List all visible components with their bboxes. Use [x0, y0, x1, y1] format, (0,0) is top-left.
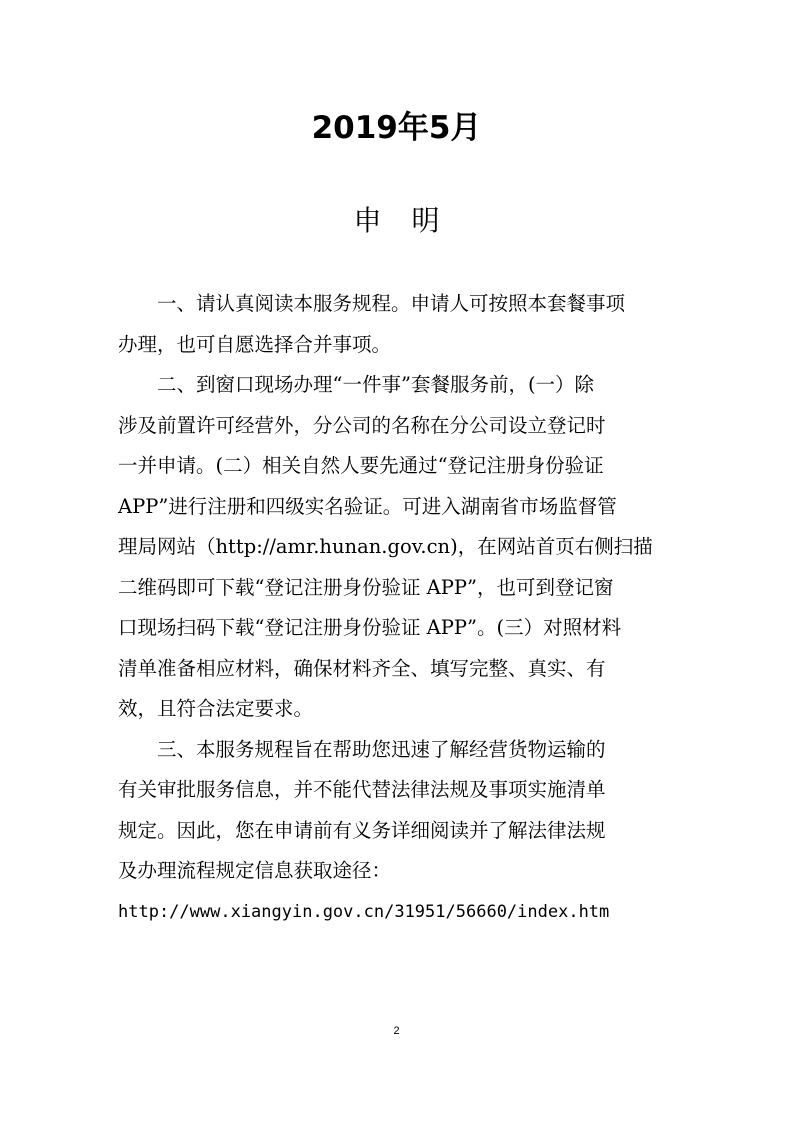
paragraph-3 [118, 730, 678, 892]
text-line: 有关审批服务信息，并不能代替法律法规及事项实施清单 [118, 778, 606, 801]
text-line: 效，且符合法定要求。 [118, 697, 314, 720]
text-line: 规定。因此，您在申请前有义务详细阅读并了解法律法规 [118, 818, 606, 842]
text-line: 二维码即可下载“登记注册身份验证 APP”，也可到登记窗 [118, 575, 614, 599]
paragraph-1 [118, 284, 678, 365]
text-line: 清单准备相应材料，确保材料齐全、填写完整、真实、有 [118, 656, 606, 680]
statement-heading: 申明 [353, 204, 470, 237]
text-line: 涉及前置许可经营外，分公司的名称在分公司设立登记时 [118, 413, 606, 437]
text-line: 口现场扫码下载“登记注册身份验证 APP”。(三）对照材料 [118, 616, 622, 639]
page-number: 2 [393, 1025, 400, 1037]
text-line: 一、请认真阅读本服务规程。申请人可按照本套餐事项 [157, 292, 626, 315]
text-line: 三、本服务规程旨在帮助您迅速了解经营货物运输的 [157, 737, 606, 761]
text-line: 一并申请。(二）相关自然人要先通过“登记注册身份验证 [118, 454, 604, 477]
text-line: 及办理流程规定信息获取途径： [118, 859, 392, 882]
statement-body [118, 284, 678, 932]
text-line: 二、到窗口现场办理“一件事”套餐服务前，(一）除 [157, 373, 595, 396]
text-line: APP”进行注册和四级实名验证。可进入湖南省市场监督管 [118, 494, 617, 518]
date-title: 2019年5月 [311, 110, 482, 146]
info-url: http://www.xiangyin.gov.cn/31951/56660/index.htm [118, 901, 610, 922]
text-line: 理局网站（http://amr.hunan.gov.cn)，在网站首页右侧扫描 [118, 535, 653, 558]
text-line: 办理，也可自愿选择合并事项。 [118, 332, 392, 356]
paragraph-2 [118, 365, 678, 730]
